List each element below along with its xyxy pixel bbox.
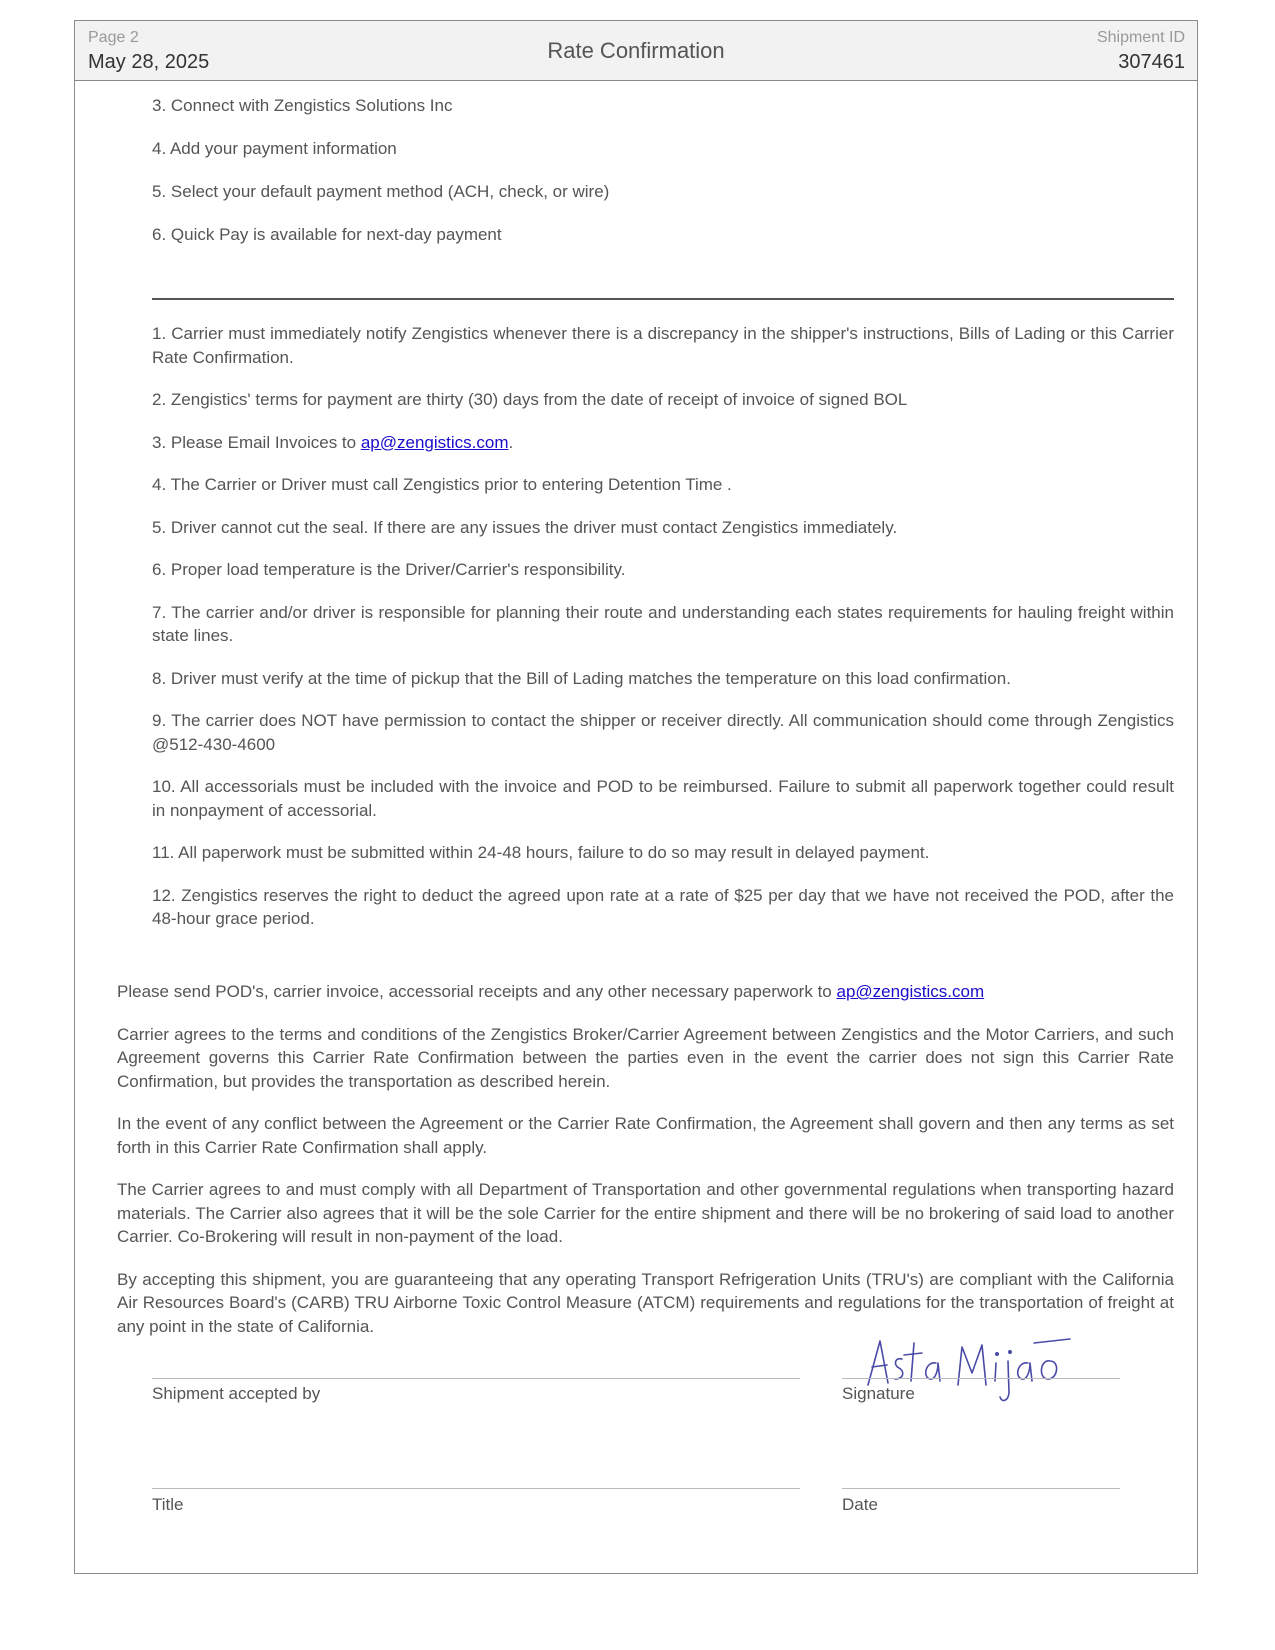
agreement-paragraph: Carrier agrees to the terms and conditions of the Zengistics Broker/Carrier Agreement between Zengistics and the Motor Carriers, and such Agreement governs this Carrier Rate Confirmation between the parties even in the event the carrier does not sign this Carrier Rate Confirmation, but provides the transportation as described herein.: [117, 1024, 1174, 1091]
term-item: 12. Zengistics reserves the right to deduct the agreed upon rate at a rate of $25 per day that we have not received the POD, after the 48-hour grace period.: [152, 885, 1174, 928]
term-item: 5. Driver cannot cut the seal. If there are any issues the driver must contact Zengistics immediately.: [152, 517, 898, 537]
shipment-id-label: Shipment ID: [1096, 29, 1185, 46]
payment-step: 4. Add your payment information: [152, 139, 397, 158]
term-item-email: [152, 431, 1174, 455]
section-divider: [152, 298, 1174, 300]
document-title: Rate Confirmation: [547, 38, 725, 63]
paperwork-email-link[interactable]: ap@zengistics.com: [836, 982, 985, 1001]
date-label: Date: [842, 1495, 878, 1514]
invoice-email-link[interactable]: ap@zengistics.com: [360, 432, 509, 452]
payment-steps-list: [152, 95, 1172, 267]
accepted-by-line: [152, 1378, 800, 1379]
payment-step: 6. Quick Pay is available for next-day payment: [152, 225, 502, 244]
terms-list: [152, 322, 1174, 950]
title-label: Title: [152, 1495, 184, 1514]
agreement-paragraph: By accepting this shipment, you are guaranteeing that any operating Transport Refrigeration Units (TRU's) are compliant with the California Air Resources Board's (CARB) TRU Airborne Toxic Control Measure (ATCM) requirements and regulations for the transportation of freight at any point in the state of California.: [117, 1269, 1174, 1336]
term-item: 7. The carrier and/or driver is responsible for planning their route and understanding each states requirements for hauling freight within state lines.: [152, 602, 1174, 645]
shipment-id-value: 307461: [1118, 51, 1185, 73]
date-line: [842, 1488, 1120, 1489]
document-date: May 28, 2025: [88, 51, 210, 73]
term-item: 2. Zengistics' terms for payment are thirty (30) days from the date of receipt of invoice of signed BOL: [152, 390, 908, 409]
term-text: .: [508, 432, 514, 452]
payment-step: 3. Connect with Zengistics Solutions Inc: [152, 96, 453, 115]
title-line: [152, 1488, 800, 1489]
agreement-paragraph: The Carrier agrees to and must comply with all Department of Transportation and other governmental regulations when transporting hazard materials. The Carrier also agrees that it will be the sole Carrier for the entire shipment and there will be no brokering of said load to another Carrier. Co-Brokering will result in non-payment of the load.: [117, 1180, 1174, 1246]
page-header: [75, 21, 1197, 81]
paperwork-text: Please send POD's, carrier invoice, accessorial receipts and any other necessary paperwork to: [117, 982, 837, 1001]
term-item: 8. Driver must verify at the time of pickup that the Bill of Lading matches the temperature on this load confirmation.: [152, 668, 1011, 688]
signature-line: [842, 1378, 1120, 1379]
term-item: 4. The Carrier or Driver must call Zengistics prior to entering Detention Time .: [152, 475, 732, 494]
agreement-section: [117, 980, 1174, 1357]
accepted-by-label: Shipment accepted by: [152, 1384, 321, 1403]
payment-step: 5. Select your default payment method (ACH, check, or wire): [152, 182, 610, 201]
signature-label: Signature: [842, 1384, 915, 1403]
term-item: 11. All paperwork must be submitted within 24-48 hours, failure to do so may result in delayed payment.: [152, 843, 930, 862]
page-number: Page 2: [88, 29, 139, 46]
term-item: 6. Proper load temperature is the Driver/Carrier's responsibility.: [152, 560, 626, 579]
term-item: 9. The carrier does NOT have permission to contact the shipper or receiver directly. All communication should come through Zengistics @512-430-4600: [152, 711, 1174, 754]
agreement-paragraph: In the event of any conflict between the Agreement or the Carrier Rate Confirmation, the Agreement shall govern and then any terms as set forth in this Carrier Rate Confirmation shall apply.: [117, 1114, 1174, 1157]
paperwork-instructions: [117, 980, 1174, 1004]
term-item: 1. Carrier must immediately notify Zengistics whenever there is a discrepancy in the shipper's instructions, Bills of Lading or this Carrier Rate Confirmation.: [152, 324, 1174, 367]
term-text: 3. Please Email Invoices to: [152, 432, 361, 452]
term-item: 10. All accessorials must be included with the invoice and POD to be reimbursed. Failure to submit all paperwork together could result in nonpayment of accessorial.: [152, 777, 1174, 820]
